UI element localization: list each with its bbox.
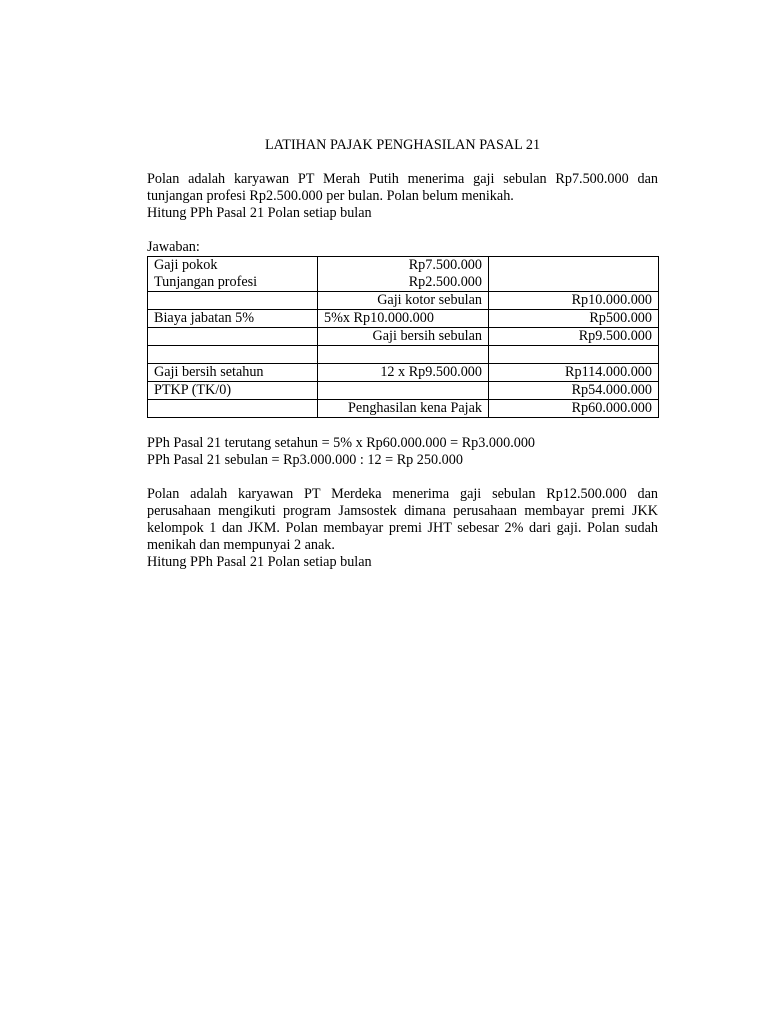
table-cell (318, 382, 489, 400)
document-title: LATIHAN PAJAK PENGHASILAN PASAL 21 (264, 137, 541, 153)
table-cell: Rp500.000 (489, 310, 659, 328)
table-cell: Rp2.500.000 (318, 274, 489, 292)
table-cell: Gaji kotor sebulan (318, 292, 489, 310)
table-cell (489, 274, 659, 292)
result-line-monthly: PPh Pasal 21 sebulan = Rp3.000.000 : 12 = Rp 250.000 (147, 452, 463, 468)
result-line-annual: PPh Pasal 21 terutang setahun = 5% x Rp60.000.000 = Rp3.000.000 (147, 435, 536, 451)
problem-1-text: Polan adalah karyawan PT Merah Putih menerima gaji sebulan Rp7.500.000 dan tunjangan profesi Rp2.500.000 per bulan. Polan belum menikah. (147, 171, 658, 204)
table-row (148, 257, 659, 275)
table-row (148, 328, 659, 346)
table-cell: Rp7.500.000 (318, 257, 489, 275)
table-cell: 5%x Rp10.000.000 (318, 310, 489, 328)
table-cell: Gaji bersih sebulan (318, 328, 489, 346)
table-cell (148, 328, 318, 346)
table-cell (489, 346, 659, 364)
table-cell: Tunjangan profesi (148, 274, 318, 292)
table-row (148, 292, 659, 310)
table-row (148, 310, 659, 328)
table-cell (148, 292, 318, 310)
table-cell (489, 257, 659, 275)
table-cell: Rp114.000.000 (489, 364, 659, 382)
table-cell: Rp54.000.000 (489, 382, 659, 400)
table-row (148, 400, 659, 418)
problem-2-text: Polan adalah karyawan PT Merdeka menerima gaji sebulan Rp12.500.000 dan perusahaan mengikuti program Jamsostek dimana perusahaan membayar premi JKK kelompok 1 dan JKM. Polan membayar premi JHT sebesar 2% dari gaji. Polan sudah menikah dan mempunyai 2 anak. (147, 486, 658, 553)
table-cell: Biaya jabatan 5% (148, 310, 318, 328)
table-row (148, 364, 659, 382)
table-row (148, 382, 659, 400)
document-body (147, 137, 658, 571)
table-cell: Gaji bersih setahun (148, 364, 318, 382)
problem-2-question: Hitung PPh Pasal 21 Polan setiap bulan (147, 554, 372, 570)
table-row (148, 346, 659, 364)
calculation-table (147, 256, 659, 418)
table-cell: Rp60.000.000 (489, 400, 659, 418)
table-cell: Rp9.500.000 (489, 328, 659, 346)
table-cell: PTKP (TK/0) (148, 382, 318, 400)
table-cell (148, 400, 318, 418)
table-cell: Rp10.000.000 (489, 292, 659, 310)
table-cell: Penghasilan kena Pajak (318, 400, 489, 418)
table-row (148, 274, 659, 292)
table-cell: 12 x Rp9.500.000 (318, 364, 489, 382)
problem-1-question: Hitung PPh Pasal 21 Polan setiap bulan (147, 205, 372, 221)
table-cell: Gaji pokok (148, 257, 318, 275)
table-cell (148, 346, 318, 364)
table-cell (318, 346, 489, 364)
answer-label: Jawaban: (147, 239, 200, 255)
